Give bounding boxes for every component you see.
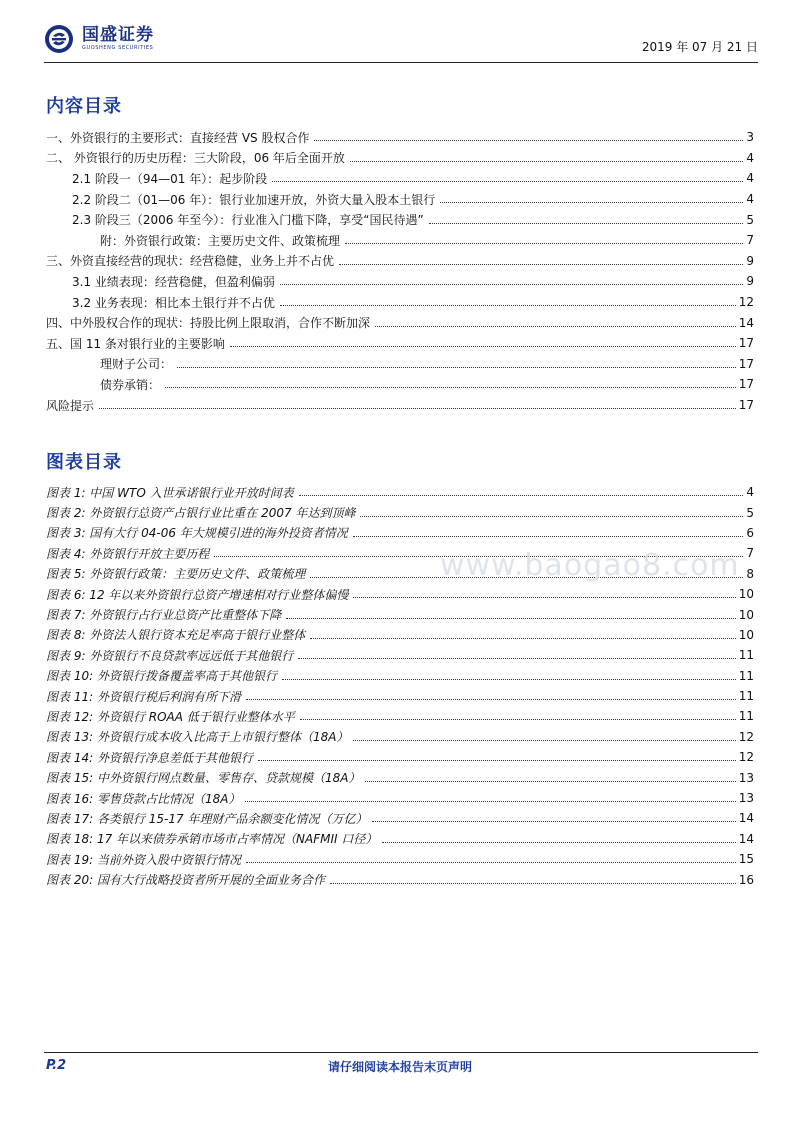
dot-leader — [272, 180, 743, 182]
toc-entry[interactable] — [46, 127, 754, 148]
dot-leader — [299, 494, 744, 496]
figure-entry-text: 图表 13: 外资银行成本收入比高于上市银行整体（18A） — [46, 730, 349, 745]
toc-entry-text: 2.3 阶段三（2006 年至今）：行业准入门槛下降，享受“国民待遇” — [72, 213, 424, 228]
figure-entry-text: 图表 4: 外资银行开放主要历程 — [46, 546, 210, 561]
toc-entry-page: 9 — [746, 253, 754, 268]
figure-entry-page: 5 — [746, 505, 754, 520]
figure-entry[interactable] — [46, 625, 754, 645]
dot-leader — [286, 617, 735, 619]
figure-entry-page: 6 — [746, 525, 754, 540]
dot-leader — [177, 366, 736, 368]
dot-leader — [382, 841, 735, 843]
footer-divider — [44, 1052, 758, 1053]
dot-leader — [310, 637, 735, 639]
figure-entry-text: 图表 18: 17 年以来债券承销市场市占率情况（NAFMII 口径） — [46, 832, 378, 847]
dot-leader — [339, 263, 743, 265]
dot-leader — [298, 657, 735, 659]
figure-entry-text: 图表 2: 外资银行总资产占银行业比重在 2007 年达到顶峰 — [46, 506, 356, 521]
figure-entry-page: 11 — [738, 689, 754, 704]
disclaimer-note: 请仔细阅读本报告末页声明 — [327, 1060, 472, 1074]
toc-entry-text: 四、中外股权合作的现状：持股比例上限取消，合作不断加深 — [46, 316, 371, 331]
figure-entry-page: 14 — [738, 831, 754, 846]
figure-entry[interactable] — [46, 869, 754, 889]
figure-entry-page: 14 — [738, 811, 754, 826]
dot-leader — [282, 678, 736, 680]
figure-entry-page: 10 — [738, 587, 754, 602]
dot-leader — [360, 515, 743, 517]
figure-entry-text: 图表 1: 中国 WTO 入世承诺银行业开放时间表 — [46, 485, 294, 500]
figure-entry-page: 13 — [738, 791, 754, 806]
figure-entry[interactable] — [46, 767, 754, 787]
toc-entry-page: 3 — [746, 130, 754, 145]
dot-leader — [314, 139, 743, 141]
figure-entry-text: 图表 5: 外资银行政策：主要历史文件、政策梳理 — [46, 567, 306, 582]
toc-entry-page: 7 — [746, 233, 754, 248]
figure-entry-text: 图表 7: 外资银行占行业总资产比重整体下降 — [46, 608, 282, 623]
figure-entry-page: 13 — [738, 770, 754, 785]
dot-leader — [300, 718, 736, 720]
toc-entry-text: 2.2 阶段二（01—06 年）：银行业加速开放，外资大量入股本土银行 — [72, 192, 436, 207]
toc-entry[interactable] — [46, 209, 754, 230]
dot-leader — [429, 222, 744, 224]
toc-entry[interactable] — [46, 189, 754, 210]
toc-entry-text: 一、外资银行的主要形式：直接经营 VS 股权合作 — [46, 130, 310, 145]
figure-entry-text: 图表 14: 外资银行净息差低于其他银行 — [46, 750, 253, 765]
toc-entry[interactable] — [46, 168, 754, 189]
dot-leader — [246, 861, 736, 863]
figure-entry[interactable] — [46, 727, 754, 747]
figure-entry[interactable] — [46, 686, 754, 706]
toc-entry-text: 理财子公司： — [100, 357, 173, 372]
toc-entry[interactable] — [46, 374, 754, 395]
figure-entry-text: 图表 6: 12 年以来外资银行总资产增速相对行业整体偏慢 — [46, 587, 349, 602]
figure-entry[interactable] — [46, 604, 754, 624]
figure-entry[interactable] — [46, 482, 754, 502]
toc-entry-text: 3.2 业务表现：相比本土银行并不占优 — [72, 295, 275, 310]
figure-entry[interactable] — [46, 523, 754, 543]
figure-entry-text: 图表 10: 外资银行拨备覆盖率高于其他银行 — [46, 669, 277, 684]
toc-entry-page: 17 — [738, 377, 754, 392]
dot-leader — [440, 201, 743, 203]
dot-leader — [353, 535, 744, 537]
figure-entry-page: 15 — [738, 852, 754, 867]
toc-entry[interactable] — [46, 354, 754, 375]
company-logo — [44, 24, 154, 54]
logo-chinese-name: 国盛证券 — [82, 25, 154, 45]
figure-entry-page: 10 — [738, 607, 754, 622]
toc-entry-page: 14 — [738, 315, 754, 330]
dot-leader — [350, 160, 743, 162]
toc-entry-text: 五、国 11 条对银行业的主要影响 — [46, 336, 225, 351]
report-date: 2019 年 07 月 21 日 — [641, 40, 758, 54]
figure-entry-page: 8 — [746, 566, 754, 581]
toc-entry[interactable] — [46, 333, 754, 354]
figure-entry-page: 11 — [738, 709, 754, 724]
figure-entry-page: 7 — [746, 546, 754, 561]
toc-entry-text: 附：外资银行政策：主要历史文件、政策梳理 — [100, 233, 341, 248]
figure-entry[interactable] — [46, 502, 754, 522]
figure-entry[interactable] — [46, 666, 754, 686]
figure-entry-text: 图表 9: 外资银行不良贷款率远远低于其他银行 — [46, 648, 294, 663]
toc-entry-text: 三、外资直接经营的现状：经营稳健，业务上并不占优 — [46, 254, 335, 269]
toc-entry[interactable] — [46, 148, 754, 169]
dot-leader — [258, 759, 736, 761]
page-number: P.2 — [46, 1058, 67, 1073]
toc-entry[interactable] — [46, 230, 754, 251]
contents-title: 内容目录 — [46, 96, 122, 117]
toc-entry-page: 12 — [738, 295, 754, 310]
dot-leader — [245, 800, 735, 802]
figure-entry-text: 图表 15: 中外资银行网点数量、零售存、贷款规模（18A） — [46, 771, 361, 786]
toc-entry-page: 17 — [738, 398, 754, 413]
figure-entry[interactable] — [46, 645, 754, 665]
figure-entry-page: 11 — [738, 668, 754, 683]
dot-leader — [345, 242, 743, 244]
page-header — [44, 24, 758, 60]
toc-entry-page: 9 — [746, 274, 754, 289]
figure-entry[interactable] — [46, 829, 754, 849]
dot-leader — [165, 386, 736, 388]
toc-entry-text: 债券承销： — [100, 377, 161, 392]
figure-entry-page: 12 — [738, 750, 754, 765]
dot-leader — [246, 698, 736, 700]
toc-entry[interactable] — [46, 395, 754, 416]
figures-list — [46, 482, 754, 890]
dot-leader — [353, 596, 735, 598]
dot-leader — [372, 820, 735, 822]
figure-entry-text: 图表 20: 国有大行战略投资者所开展的全面业务合作 — [46, 873, 325, 888]
dot-leader — [365, 780, 735, 782]
figure-entry[interactable] — [46, 849, 754, 869]
dot-leader — [353, 739, 735, 741]
logo-english-name: GUOSHENG SECURITIES — [82, 45, 154, 51]
toc-entry[interactable] — [46, 292, 754, 313]
toc-entry-text: 3.1 业绩表现：经营稳健，但盈利偏弱 — [72, 274, 275, 289]
figure-entry[interactable] — [46, 584, 754, 604]
figure-entry-text: 图表 17: 各类银行 15-17 年理财产品余额变化情况（万亿） — [46, 811, 368, 826]
figure-entry[interactable] — [46, 808, 754, 828]
toc-entry-text: 风险提示 — [46, 398, 95, 413]
toc-entry[interactable] — [46, 312, 754, 333]
toc-entry[interactable] — [46, 271, 754, 292]
dot-leader — [230, 345, 736, 347]
contents-list — [46, 127, 754, 415]
dot-leader — [330, 882, 736, 884]
figure-entry-text: 图表 19: 当前外资入股中资银行情况 — [46, 852, 241, 867]
figure-entry[interactable] — [46, 788, 754, 808]
figure-entry-page: 10 — [738, 627, 754, 642]
dot-leader — [280, 283, 743, 285]
dot-leader — [99, 407, 736, 409]
figure-entry-text: 图表 8: 外资法人银行资本充足率高于银行业整体 — [46, 628, 306, 643]
watermark: www.baogao8.com — [440, 548, 740, 583]
figure-entry-text: 图表 12: 外资银行 ROAA 低于银行业整体水平 — [46, 709, 295, 724]
figure-entry-text: 图表 11: 外资银行税后利润有所下滑 — [46, 689, 241, 704]
toc-entry[interactable] — [46, 251, 754, 272]
toc-entry-page: 17 — [738, 356, 754, 371]
figure-entry-text: 图表 16: 零售贷款占比情况（18A） — [46, 791, 241, 806]
figure-entry-page: 12 — [738, 729, 754, 744]
toc-entry-page: 4 — [746, 150, 754, 165]
dot-leader — [280, 304, 736, 306]
figure-entry[interactable] — [46, 747, 754, 767]
header-divider — [44, 62, 758, 63]
toc-entry-page: 17 — [738, 336, 754, 351]
toc-entry-text: 2.1 阶段一（94—01 年）：起步阶段 — [72, 171, 268, 186]
figures-title: 图表目录 — [46, 452, 122, 473]
dot-leader — [375, 325, 736, 327]
figure-entry-page: 4 — [746, 485, 754, 500]
guosheng-logo-icon — [44, 24, 74, 54]
figure-entry-text: 图表 3: 国有大行 04-06 年大规模引进的海外投资者情况 — [46, 526, 348, 541]
toc-entry-text: 二、 外资银行的历史历程：三大阶段，06 年后全面开放 — [46, 151, 345, 166]
toc-entry-page: 5 — [746, 212, 754, 227]
figure-entry-page: 16 — [738, 872, 754, 887]
toc-entry-page: 4 — [746, 171, 754, 186]
figure-entry[interactable] — [46, 706, 754, 726]
figure-entry-page: 11 — [738, 648, 754, 663]
toc-entry-page: 4 — [746, 192, 754, 207]
